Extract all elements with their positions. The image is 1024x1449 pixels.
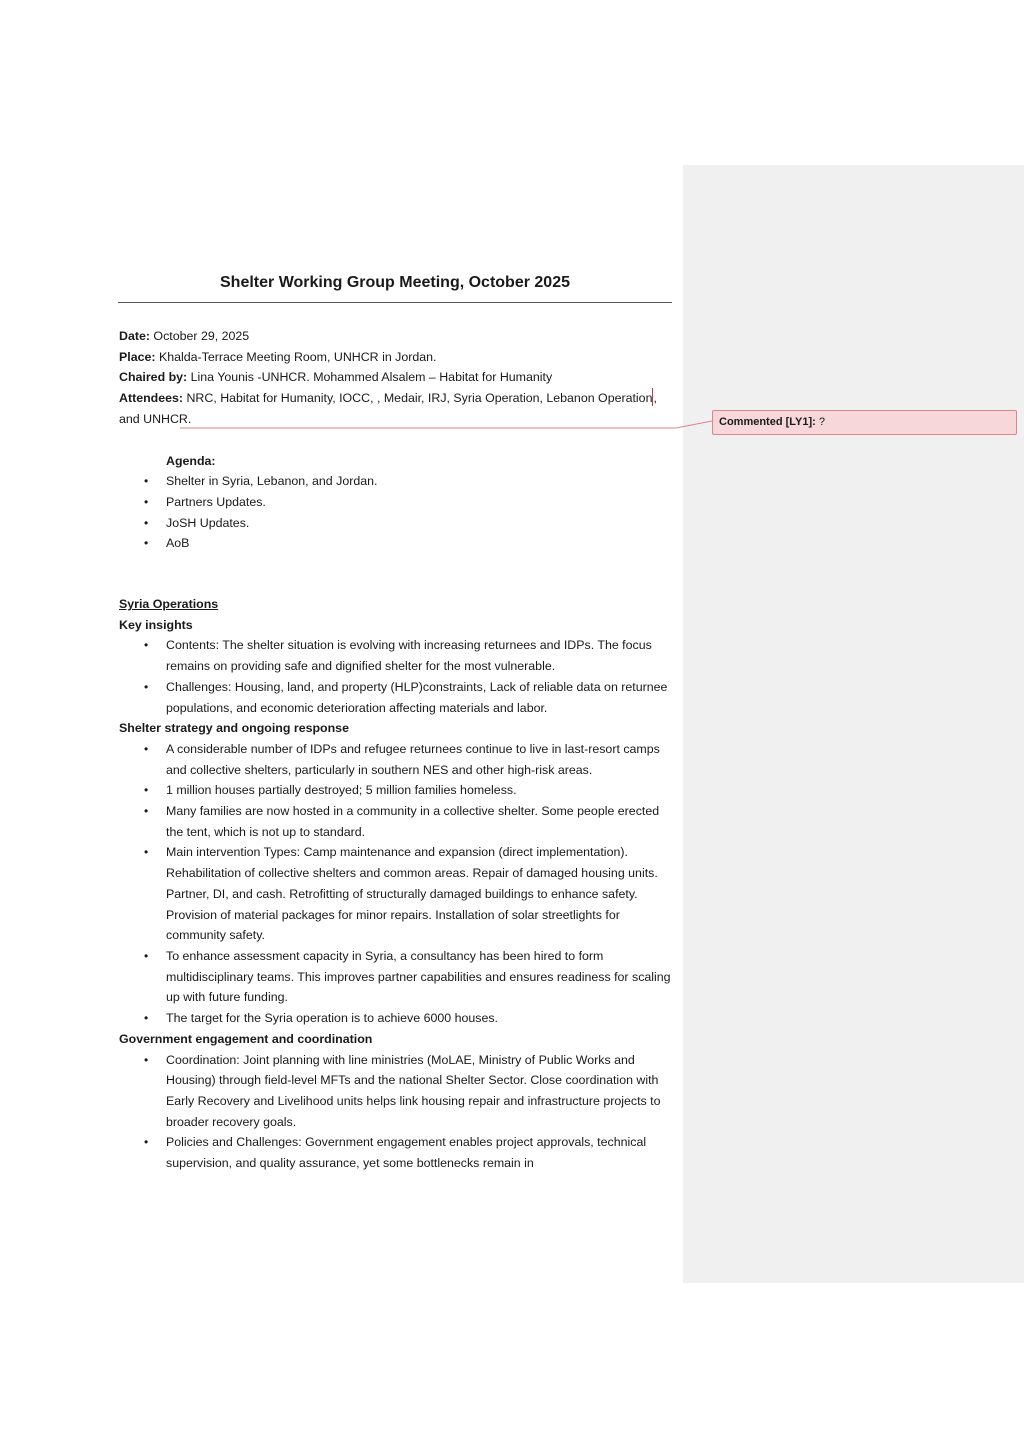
section-heading-syria: Syria Operations xyxy=(119,597,219,612)
list-item: • Many families are now hosted in a community in a collective shelter. Some people erected the tent, which is not up to standard. xyxy=(166,801,671,842)
chaired-value: Lina Younis -UNHCR. Mohammed Alsalem – Habitat for Humanity xyxy=(187,370,553,385)
subheading-government: Government engagement and coordination xyxy=(119,1031,373,1046)
list-item: • A considerable number of IDPs and refugee returnees continue to live in last-resort camps and collective shelters, particularly in southern NES and other high-risk areas. xyxy=(166,739,671,780)
title-rule xyxy=(118,302,672,303)
meta-chaired xyxy=(119,367,671,388)
government-list xyxy=(119,1050,671,1174)
list-item: • JoSH Updates. xyxy=(166,513,671,534)
list-item: • AoB xyxy=(166,533,671,554)
document-body xyxy=(119,326,671,1174)
list-item: • Coordination: Joint planning with line ministries (MoLAE, Ministry of Public Works and Housing) through field-level MFTs and the national Shelter Sector. Close coordination with Early Recovery and Livelihood units helps link housing repair and infrastructure projects to broader recovery goals. xyxy=(166,1050,671,1133)
list-item: • Shelter in Syria, Lebanon, and Jordan. xyxy=(166,471,671,492)
comment-author: Commented [LY1]: xyxy=(719,416,816,428)
list-item: • To enhance assessment capacity in Syria, a consultancy has been hired to form multidisciplinary teams. This improves partner capabilities and ensures readiness for scaling up with future funding. xyxy=(166,946,671,1008)
list-item: • Challenges: Housing, land, and property (HLP)constraints, Lack of reliable data on returnee populations, and economic deterioration affecting materials and labor. xyxy=(166,677,671,718)
list-item: • Partners Updates. xyxy=(166,492,671,513)
agenda-heading: Agenda: xyxy=(166,453,216,468)
meta-attendees xyxy=(119,388,671,429)
place-label: Place: xyxy=(119,349,156,364)
attendees-label: Attendees: xyxy=(119,391,184,406)
comment-balloon[interactable] xyxy=(712,410,1017,435)
list-item: • 1 million houses partially destroyed; 5 million families homeless. xyxy=(166,780,671,801)
subheading-strategy: Shelter strategy and ongoing response xyxy=(119,721,349,736)
list-item: • Policies and Challenges: Government engagement enables project approvals, technical supervision, and quality assurance, yet some bottlenecks remain in xyxy=(166,1132,671,1173)
agenda-list xyxy=(119,471,671,554)
date-value: October 29, 2025 xyxy=(149,329,250,343)
list-item: • The target for the Syria operation is to achieve 6000 houses. xyxy=(166,1008,671,1029)
meta-place xyxy=(119,347,671,368)
list-item: • Main intervention Types: Camp maintenance and expansion (direct implementation). Rehabilitation of collective shelters and common areas. Repair of damaged housing units. Partner, DI, and cash. Retrofitting of structurally damaged buildings to enhance safety. Provision of material packages for minor repairs. Installation of solar streetlights for community safety. xyxy=(166,842,671,946)
comment-text: ? xyxy=(815,416,825,428)
attendees-value-end: , and UNHCR. xyxy=(119,391,657,426)
document-title: Shelter Working Group Meeting, October 2025 xyxy=(220,274,570,291)
strategy-list xyxy=(119,739,671,1029)
attendees-value: NRC, Habitat for Humanity, IOCC, , Medair, IRJ, Syria Operation, Lebanon Operation xyxy=(183,391,653,406)
date-label: Date: xyxy=(119,329,150,343)
meta-date xyxy=(119,326,671,347)
chaired-label: Chaired by: xyxy=(119,370,188,385)
comment-pane xyxy=(683,165,1024,1283)
key-insights-list xyxy=(119,635,671,718)
subheading-key-insights: Key insights xyxy=(119,617,193,632)
list-item: • Contents: The shelter situation is evolving with increasing returnees and IDPs. The focus remains on providing safe and dignified shelter for the most vulnerable. xyxy=(166,635,671,676)
place-value: Khalda-Terrace Meeting Room, UNHCR in Jordan. xyxy=(155,349,437,364)
